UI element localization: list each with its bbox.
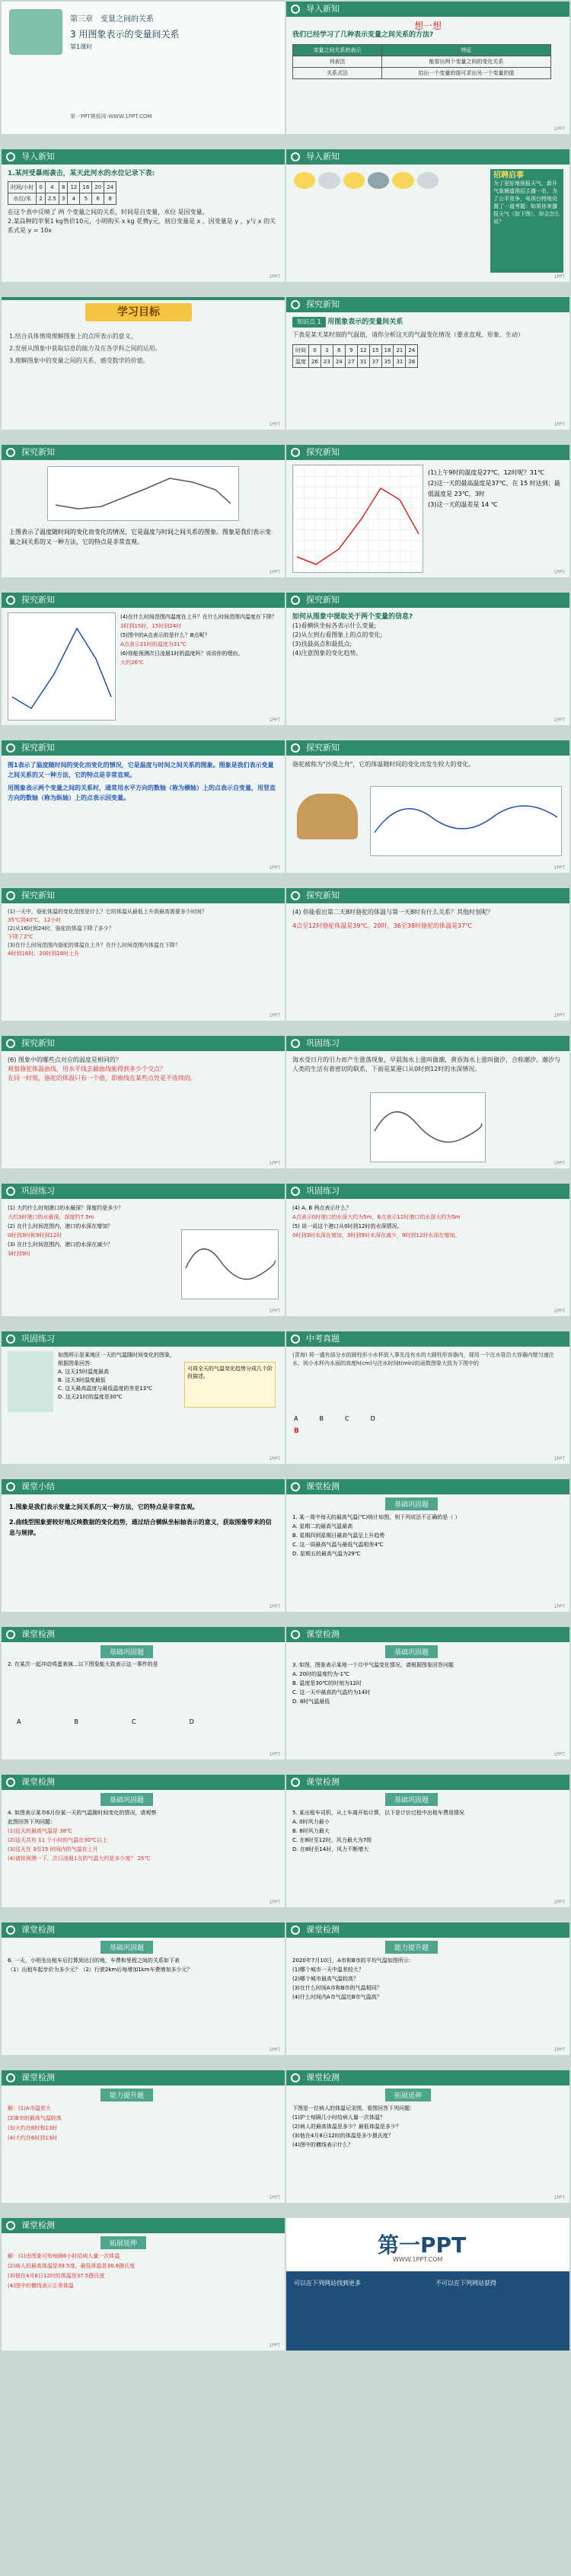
section-badge: 基础巩固题 <box>385 1645 438 1658</box>
summary-1: 1.图象是我们表示变量之间关系的又一种方法，它的特点是非常直观。 <box>9 1504 199 1510</box>
slide-header: 课堂检测 <box>2 2218 285 2233</box>
slide-18[interactable]: 巩固练习 (4) A, B 两点表示什么？ A点表示0时港口的水深大约为5m，B点表示12时港口的水深大约为5m (5) 说一说这个港口从0时到12时的水深情况。 0时到3时水深在增加，3时到9时水深在减少，9时到12时水深在增加。 1PPT <box>286 1184 569 1316</box>
slide-header: 探究新知 <box>286 593 569 608</box>
slide-header: 课堂检测 <box>286 1479 569 1494</box>
chapter-title: 第三章 变量之间的关系 <box>70 15 154 24</box>
slide-header: 巩固练习 <box>286 1184 569 1199</box>
q4: (4)在什么时间范围内温度在上升？在什么时间范围内温度在下降？ <box>120 614 277 620</box>
slide-header: 课堂检测 <box>286 1775 569 1790</box>
slide-header: 探究新知 <box>2 888 285 903</box>
camel-text: 骆驼被称为"沙漠之舟"，它的体温随时间的变化而发生较大的变化。 <box>292 761 475 768</box>
slide-9[interactable]: 探究新知 (4)在什么时间范围内温度在上升？在什么时间范围内温度在下降？ 3时到15时，15时到24时 (5)图中的A点表示的是什么？B点呢？ A点表示21时的温度为31℃ (6)你能预测次日凌晨1时的温度吗？说说你的理由。 大约26℃ 1PPT <box>2 593 285 725</box>
section-badge: 能力提升题 <box>100 2089 153 2101</box>
slide-14[interactable]: 探究新知 (4) 你能看出第二天8时骆驼的体温与第一天8时有什么关系？其他时刻呢？ 4点至12时骆驼体温是39℃，20时，36至38时骆驼的体温是37℃ 1PPT <box>286 888 569 1021</box>
slide-13[interactable]: 探究新知 (1)一天中，骆驼体温的变化范围是什么？它的体温从最低上升到最高需要多少时间？ 35℃到40℃，12小时 (2)从16时到24时，骆驼的体温下降了多少？ 下降了2℃ (3)在什么时间范围内骆驼的体温在上升？在什么时间范围内体温在下降？ 4时到16时，20时到28时上升 1PPT <box>2 888 285 1021</box>
slide-header: 课堂检测 <box>286 1627 569 1642</box>
slide-22[interactable]: 课堂检测 基础巩固题 1. 某一周中每天的最高气温(℃)统计如图，则下列说法不正确的是（ ） A. 星期二的最高气温最高 B. 星期四到星期日最高气温呈上升趋势 C. 这一周最高气温与最低气温相差4℃ D. 星期五的最高气温为29℃ 1PPT <box>286 1479 569 1612</box>
methods-table: 变量之间关系的表示 特征 列表法 能看出两个变量之间的变化关系 关系式法 给出一个变量的值可求出另一个变量的值 <box>292 44 551 79</box>
knowledge-point: 知识点 1 <box>292 317 326 328</box>
slide-header: 巩固练习 <box>286 1036 569 1051</box>
slide-header: 课堂检测 <box>2 1627 285 1642</box>
step-1: (1)看横纵坐标各表示什么变量; <box>292 622 377 629</box>
intro-text: 下表是某天某时刻的气温值，请你分析这天的气温变化情况（要求直观、形象、生动） <box>292 331 524 338</box>
q5: (5)图中的A点表示的是什么？B点呢？ <box>120 632 210 638</box>
slide-8[interactable]: 探究新知 (1)上午9时的温度是27℃，12时呢？31℃ (2)这一天的最高温度是37℃，在 15 时达到；最低温度是 23℃，3时 (3)这一天的温差是 14 ℃ 1PPT <box>286 445 569 577</box>
goal-3: 3.理解图象中的变量之间的关系，感受数学的价值。 <box>9 357 149 364</box>
step-4: (4)注意图象的变化趋势。 <box>292 650 362 657</box>
q3: (3)这一天的温差是 14 ℃ <box>428 501 498 508</box>
tide-text: 海水受日月的引力而产生涨落现象，早晨海水上涨叫做潮，黄昏海水上涨叫做汐，合称潮汐。潮汐与人类的生活有着密切的联系，下面是某港口从0时到12时的水深情况。 <box>292 1056 560 1072</box>
slide-header: 课堂检测 <box>2 1922 285 1938</box>
links-right[interactable]: 不可以在下列网站获得 <box>435 2280 496 2287</box>
slide-27[interactable]: 课堂检测 基础巩固题 6. 一天，小明坐出租车后打算到达目的地，车费和里程之间的关系如下表 （1）出租车起步价为多少元？（2）行驶2km后每增加1km车费增加多少元？ 1PPT <box>2 1922 285 2055</box>
question: 我们已经学习了几种表示变量之间关系的方法? <box>292 31 434 39</box>
brand-logo: 第一PPT <box>378 2232 467 2258</box>
slide-header: 探究新知 <box>2 593 285 608</box>
slide-12[interactable]: 探究新知 骆驼被称为"沙漠之舟"，它的体温随时间的变化而发生较大的变化。 1PPT <box>286 740 569 873</box>
explanation: 上图表示了温度随时间的变化而变化的情况，它是温度与时间之间关系的图象。图象是我们表示变量之间关系的又一种方法，它的特点是非常直观。 <box>9 529 271 545</box>
section-badge: 基础巩固题 <box>100 1793 153 1806</box>
camel-temp-chart <box>370 786 562 856</box>
question-2: 2.某品种的苹果1 kg售价10元，小明购买 x kg 花费y元，则自变量是 x ，因变量是 y ，y与 x 的关系式是 y = 10x <box>8 218 276 234</box>
definition: 图1表示了温度随时间的变化而变化的情况，它是温度与时间之间关系的图象。图象是我们表示变量之间关系的又一种方法，它的特点是非常直观。 <box>8 762 274 778</box>
links-left[interactable]: 可以在下列网站找到更多 <box>294 2280 361 2287</box>
slide-21[interactable]: 课堂小结 1.图象是我们表示变量之间关系的又一种方法，它的特点是非常直观。 2.曲线型图象要较好地反映数据的变化趋势，通过结合横纵坐标轴表示的意义，获取图像带来的信息与规律。 1PPT <box>2 1479 285 1612</box>
slide-header: 中考真题 <box>286 1331 569 1347</box>
a4: 3时到15时，15时到24时 <box>120 623 182 629</box>
slide-17[interactable]: 巩固练习 (1) 大约什么时刻港口的水最深？深度约是多少？ 大约3时港口的水最深，深度约7.5m (2) 在什么时间范围内，港口的水深在增加？ 0时到3时和9时到12时 (3) 在什么时间范围内，港口的水深在减少？ 3时到9时 1PPT <box>2 1184 285 1316</box>
slide-header: 探究新知 <box>286 740 569 756</box>
a6: 大约26℃ <box>120 660 144 666</box>
slide-header: 探究新知 <box>2 740 285 756</box>
question: (4) 你能看出第二天8时骆驼的体温与第一天8时有什么关系？其他时刻呢？ <box>292 909 494 916</box>
brand-site: WWW.1PPT.COM <box>393 2256 443 2263</box>
slide-6[interactable]: 探究新知 知识点 1 用图象表示的变量间关系 下表是某天某时刻的气温值，请你分析这天的气温变化情况（要求直观、形象、生动） 时间 0 3 6 9 12 15 18 21 24 温度 26 23 24 27 31 37 35 31 26 1PPT <box>286 297 569 430</box>
step-3: (3)找最高点和最低点; <box>292 641 352 647</box>
slide-15[interactable]: 探究新知 (6) 图象中的哪些点对应的温度是相同的？ 观察骆驼体温曲线，用水平线去截曲线能得到多少个交点？ 在同一时刻，骆驼的体温只有一个值，即曲线在某些点处是不连续的。 1PPT <box>2 1036 285 1168</box>
slide-28[interactable]: 课堂检测 能力提升题 2020年7月10日，A市和B市的平均气温如图所示： (1)哪个城市一天中温差较大？ (2)哪个城市最高气温较高？ (3)在什么时间A市和B市的气温相同？ (4)什么时间内A市气温比B市气温高？ 1PPT <box>286 1922 569 2055</box>
slide-24[interactable]: 课堂检测 基础巩固题 3. 如图，图象表示某地一个月中气温变化情况，请根据图象回答问题 A. 20时的温度约为-1℃ B. 温度是30℃的时刻为12时 C. 这一天中最高的气温约为14时 D. 8时气温最低 1PPT <box>286 1627 569 1759</box>
question: 2. 在某次一起冲动鸡蛋表演...以下图象能大致表示这一事件的是 <box>8 1661 158 1667</box>
slide-7[interactable]: 探究新知 上图表示了温度随时间的变化而变化的情况，它是温度与时间之间关系的图象。图象是我们表示变量之间关系的又一种方法，它的特点是非常直观。 1PPT <box>2 445 285 577</box>
water-table: 时间/小时 0 4 8 12 16 20 24 水位/米 2 2.5 3 4 5 6 8 <box>8 181 116 205</box>
slide-23[interactable]: 课堂检测 基础巩固题 2. 在某次一起冲动鸡蛋表演...以下图象能大致表示这一事件的是 A B C D 1PPT <box>2 1627 285 1759</box>
section-badge: 基础巩固题 <box>385 1497 438 1510</box>
q6: (6)你能预测次日凌晨1时的温度吗？说说你的理由。 <box>120 650 244 657</box>
slide-1[interactable] <box>2 2 285 134</box>
slide-header: 探究新知 <box>286 888 569 903</box>
slide-29[interactable]: 课堂检测 能力提升题 解：(1)A市温差大 (2)B市的最高气温较高 (3)大约在6时和13时 (4)大约在6时到13时 1PPT <box>2 2070 285 2203</box>
q1: (1)上午9时的温度是27℃，12时呢？31℃ <box>428 469 544 476</box>
a5: A点表示21时的温度为31℃ <box>120 641 187 647</box>
step-2: (2)从左到右看图象上的点的变化; <box>292 631 383 638</box>
summary-2: 2.曲线型图象要较好地反映数据的变化趋势，通过结合横纵坐标轴表示的意义，获取图像带来的信息与规律。 <box>9 1519 272 1536</box>
slide-19[interactable]: 巩固练习 如图所示是某地区一天的气温随时间变化的图象，根据图象回答： A. 这天15时温度最高 B. 这天3时温度最低 C. 这天最高温度与最低温度的差是13℃ D. 这天21时的温度是30℃ 可将全天的气温变化趋势分成几个阶段描述。 1PPT <box>2 1331 285 1464</box>
axes-rule: 用图象表示两个变量之间的关系时，通常用水平方向的数轴（称为横轴）上的点表示自变量，用竖直方向的数轴（称为纵轴）上的点表示因变量。 <box>8 785 276 801</box>
slide-header: 导入新知 <box>286 149 569 165</box>
slide-header: 课堂小结 <box>2 1479 285 1494</box>
exercise-chart <box>8 1351 53 1412</box>
slide-32[interactable] <box>286 2218 569 2351</box>
slide-30[interactable]: 课堂检测 拓展延伸 下图是一位病人的体温记录图，看图回答下列问题： (1)护士每隔几小时给病人量一次体温？ (2)病人的最高体温是多少？最低体温是多少？ (3)他在4月8日12时的体温是多少摄氏度？ (4)图中的横线表示什么？ 1PPT <box>286 2070 569 2203</box>
grid-chart <box>292 465 423 573</box>
slide-2[interactable]: 导入新知 想一想 我们已经学习了几种表示变量之间关系的方法? 变量之间关系的表示 特征 列表法 能看出两个变量之间的变化关系 关系式法 给出一个变量的值可求出另一个变量的值 1PPT <box>286 2 569 134</box>
slide-3[interactable]: 导入新知 1.某河受暴雨袭击，某天此河水的水位记录下表: 时间/小时 0 4 8 12 16 20 24 水位/米 2 2.5 3 4 5 6 8 在这个表中反映了 两 个变量之间的关系，时间是自变量，水位 是因变量。 2.某品种的苹果1 kg售价10元，小明购买 x kg 花费y元，则自变量是 x ，因变量是 y ，y与 x 的关系式是 y = 10x 1PPT <box>2 149 285 282</box>
graph-options: A B C D <box>17 1718 194 1725</box>
slide-header: 课堂检测 <box>286 1922 569 1938</box>
slide-10[interactable]: 探究新知 如何从图象中提取关于两个变量的信息? (1)看横纵坐标各表示什么变量; (2)从左到右看图象上的点的变化; (3)找最高点和最低点; (4)注意图象的变化趋势。 1PPT <box>286 593 569 725</box>
goal-2: 2.发展从图象中获取信息的能力及在各学科之间的运用。 <box>9 345 161 352</box>
temperature-table: 时间 0 3 6 9 12 15 18 21 24 温度 26 23 24 27 31 37 35 31 26 <box>292 344 418 368</box>
exam-answer: B <box>294 1427 299 1435</box>
section-badge: 拓展延伸 <box>100 2236 146 2249</box>
knowledge-name: 用图象表示的变量间关系 <box>327 318 404 326</box>
temperature-chart <box>47 466 239 521</box>
goals-title: 学习目标 <box>85 303 192 321</box>
goal-1: 1.结合具体情境理解图象上的点所表示的意义。 <box>9 333 137 340</box>
think-title: 想一想 <box>413 21 442 31</box>
slide-25[interactable]: 课堂检测 基础巩固题 4. 如图表示某市6月份某一天的气温随时间变化的情况，请观察此图回答下列问题： (1)这天的最高气温是 38℃ (2)这天共有 11 个小时的气温在30℃以上 (3)这天在 3至15 时间内的气温在上升 (4)请你预测一下，次日凌晨1点的气温大约是多少度？ 25℃ 1PPT <box>2 1775 285 1907</box>
slide-header: 探究新知 <box>286 445 569 460</box>
site-label: 第一PPT模板网-WWW.1PPT.COM <box>70 113 152 120</box>
slide-16[interactable]: 巩固练习 海水受日月的引力而产生涨落现象，早晨海水上涨叫做潮，黄昏海水上涨叫做汐，合称潮汐。潮汐与人类的生活有着密切的联系，下面是某港口从0时到12时的水深情况。 1PPT <box>286 1036 569 1168</box>
section-badge: 基础巩固题 <box>385 1793 438 1806</box>
slide-header: 导入新知 <box>286 2 569 17</box>
slide-header: 课堂检测 <box>286 2070 569 2085</box>
cover-decoration <box>9 9 62 55</box>
exam-question: (青海) 将一盛有部分水的圆柱形小水杯放入事先没有水的大圆柱形容器内，现用一个注水管沿大容器内壁匀速注水，则小水杯内水面的高度h(cm)与注水时间t(min)的函数图象大致为下图中的 <box>292 1352 554 1366</box>
section-badge: 能力提升题 <box>385 1941 438 1954</box>
section-badge: 基础巩固题 <box>100 1645 153 1658</box>
slide-header: 探究新知 <box>286 297 569 312</box>
tip-box: 可将全天的气温变化趋势分成几个阶段描述。 <box>184 1362 276 1408</box>
answer-options: A B C D <box>294 1415 375 1422</box>
slide-header: 巩固练习 <box>2 1331 285 1347</box>
slide-header: 巩固练习 <box>2 1184 285 1199</box>
question: 如何从图象中提取关于两个变量的信息? <box>292 613 413 621</box>
section-badge: 基础巩固题 <box>100 1941 153 1954</box>
slide-header: 课堂检测 <box>2 2070 285 2085</box>
slide-4[interactable]: 导入新知 招聘启事 为了更好地预报天气，新开气象频道现招主播一名，为了公平竞争，电视台特地设置了一道考题：如果你来播报天气（如下图），你会怎么说？ 1PPT <box>286 149 569 282</box>
curve-chart <box>8 612 116 721</box>
slide-26[interactable]: 课堂检测 基础巩固题 5. 某出租车司机，从上车离开始计算，以下是计价过程中出租车费用情况 A. 0时风力最小 B. 8时风力最大 C. 在8时至12时，风力最大为7级 D. 在8时至14时，风力不断增大 1PPT <box>286 1775 569 1907</box>
period: 第1课时 <box>70 43 93 50</box>
answer-1: 在这个表中反映了 两 个变量之间的关系，时间是自变量，水位 是因变量。 <box>8 209 209 216</box>
slide-31[interactable]: 课堂检测 拓展延伸 解：(1)由图象可知每隔6小时给病人量一次体温 (2)病人的最高体温是39.5度，最低体温是36.8摄氏度 (3)他在4月8日12时的体温是37.5摄氏度 (4)图中的横线表示正常体温 1PPT <box>2 2218 285 2351</box>
slide-5[interactable]: 学习目标 1.结合具体情境理解图象上的点所表示的意义。 2.发展从图象中获取信息的能力及在各学科之间的运用。 3.理解图象中的变量之间的关系，感受数学的价值。 1PPT <box>2 297 285 430</box>
tide-chart <box>370 1092 486 1162</box>
slide-header: 导入新知 <box>2 149 285 165</box>
slide-header: 探究新知 <box>2 445 285 460</box>
camel-image <box>297 794 358 839</box>
answer: 4点至12时骆驼体温是39℃，20时，36至38时骆驼的体温是37℃ <box>292 922 473 929</box>
tide-chart-small <box>181 1229 279 1299</box>
lesson-title: 3 用图象表示的变量间关系 <box>70 29 180 40</box>
section-badge: 拓展延伸 <box>385 2089 431 2101</box>
slide-header: 课堂检测 <box>2 1775 285 1790</box>
weather-icons <box>294 172 439 256</box>
slide-20[interactable]: 中考真题 (青海) 将一盛有部分水的圆柱形小水杯放入事先没有水的大圆柱形容器内，现用一个注水管沿大容器内壁匀速注水，则小水杯内水面的高度h(cm)与注水时间t(min)的函数图象大致为下图中的 A B C D B 1PPT <box>286 1331 569 1464</box>
notice-board: 招聘启事 为了更好地预报天气，新开气象频道现招主播一名，为了公平竞争，电视台特地设置了一道考题：如果你来播报天气（如下图），你会怎么说？ <box>490 169 563 273</box>
slide-header: 探究新知 <box>2 1036 285 1051</box>
q2: (2)这一天的最高温度是37℃，在 15 时达到；最低温度是 23℃，3时 <box>428 480 560 497</box>
slide-11[interactable]: 探究新知 图1表示了温度随时间的变化而变化的情况，它是温度与时间之间关系的图象。图象是我们表示变量之间关系的又一种方法，它的特点是非常直观。 用图象表示两个变量之间的关系时，通常用水平方向的数轴（称为横轴）上的点表示自变量，用竖直方向的数轴（称为纵轴）上的点表示因变量。 1PPT <box>2 740 285 873</box>
question-1: 1.某河受暴雨袭击，某天此河水的水位记录下表: <box>8 170 155 177</box>
